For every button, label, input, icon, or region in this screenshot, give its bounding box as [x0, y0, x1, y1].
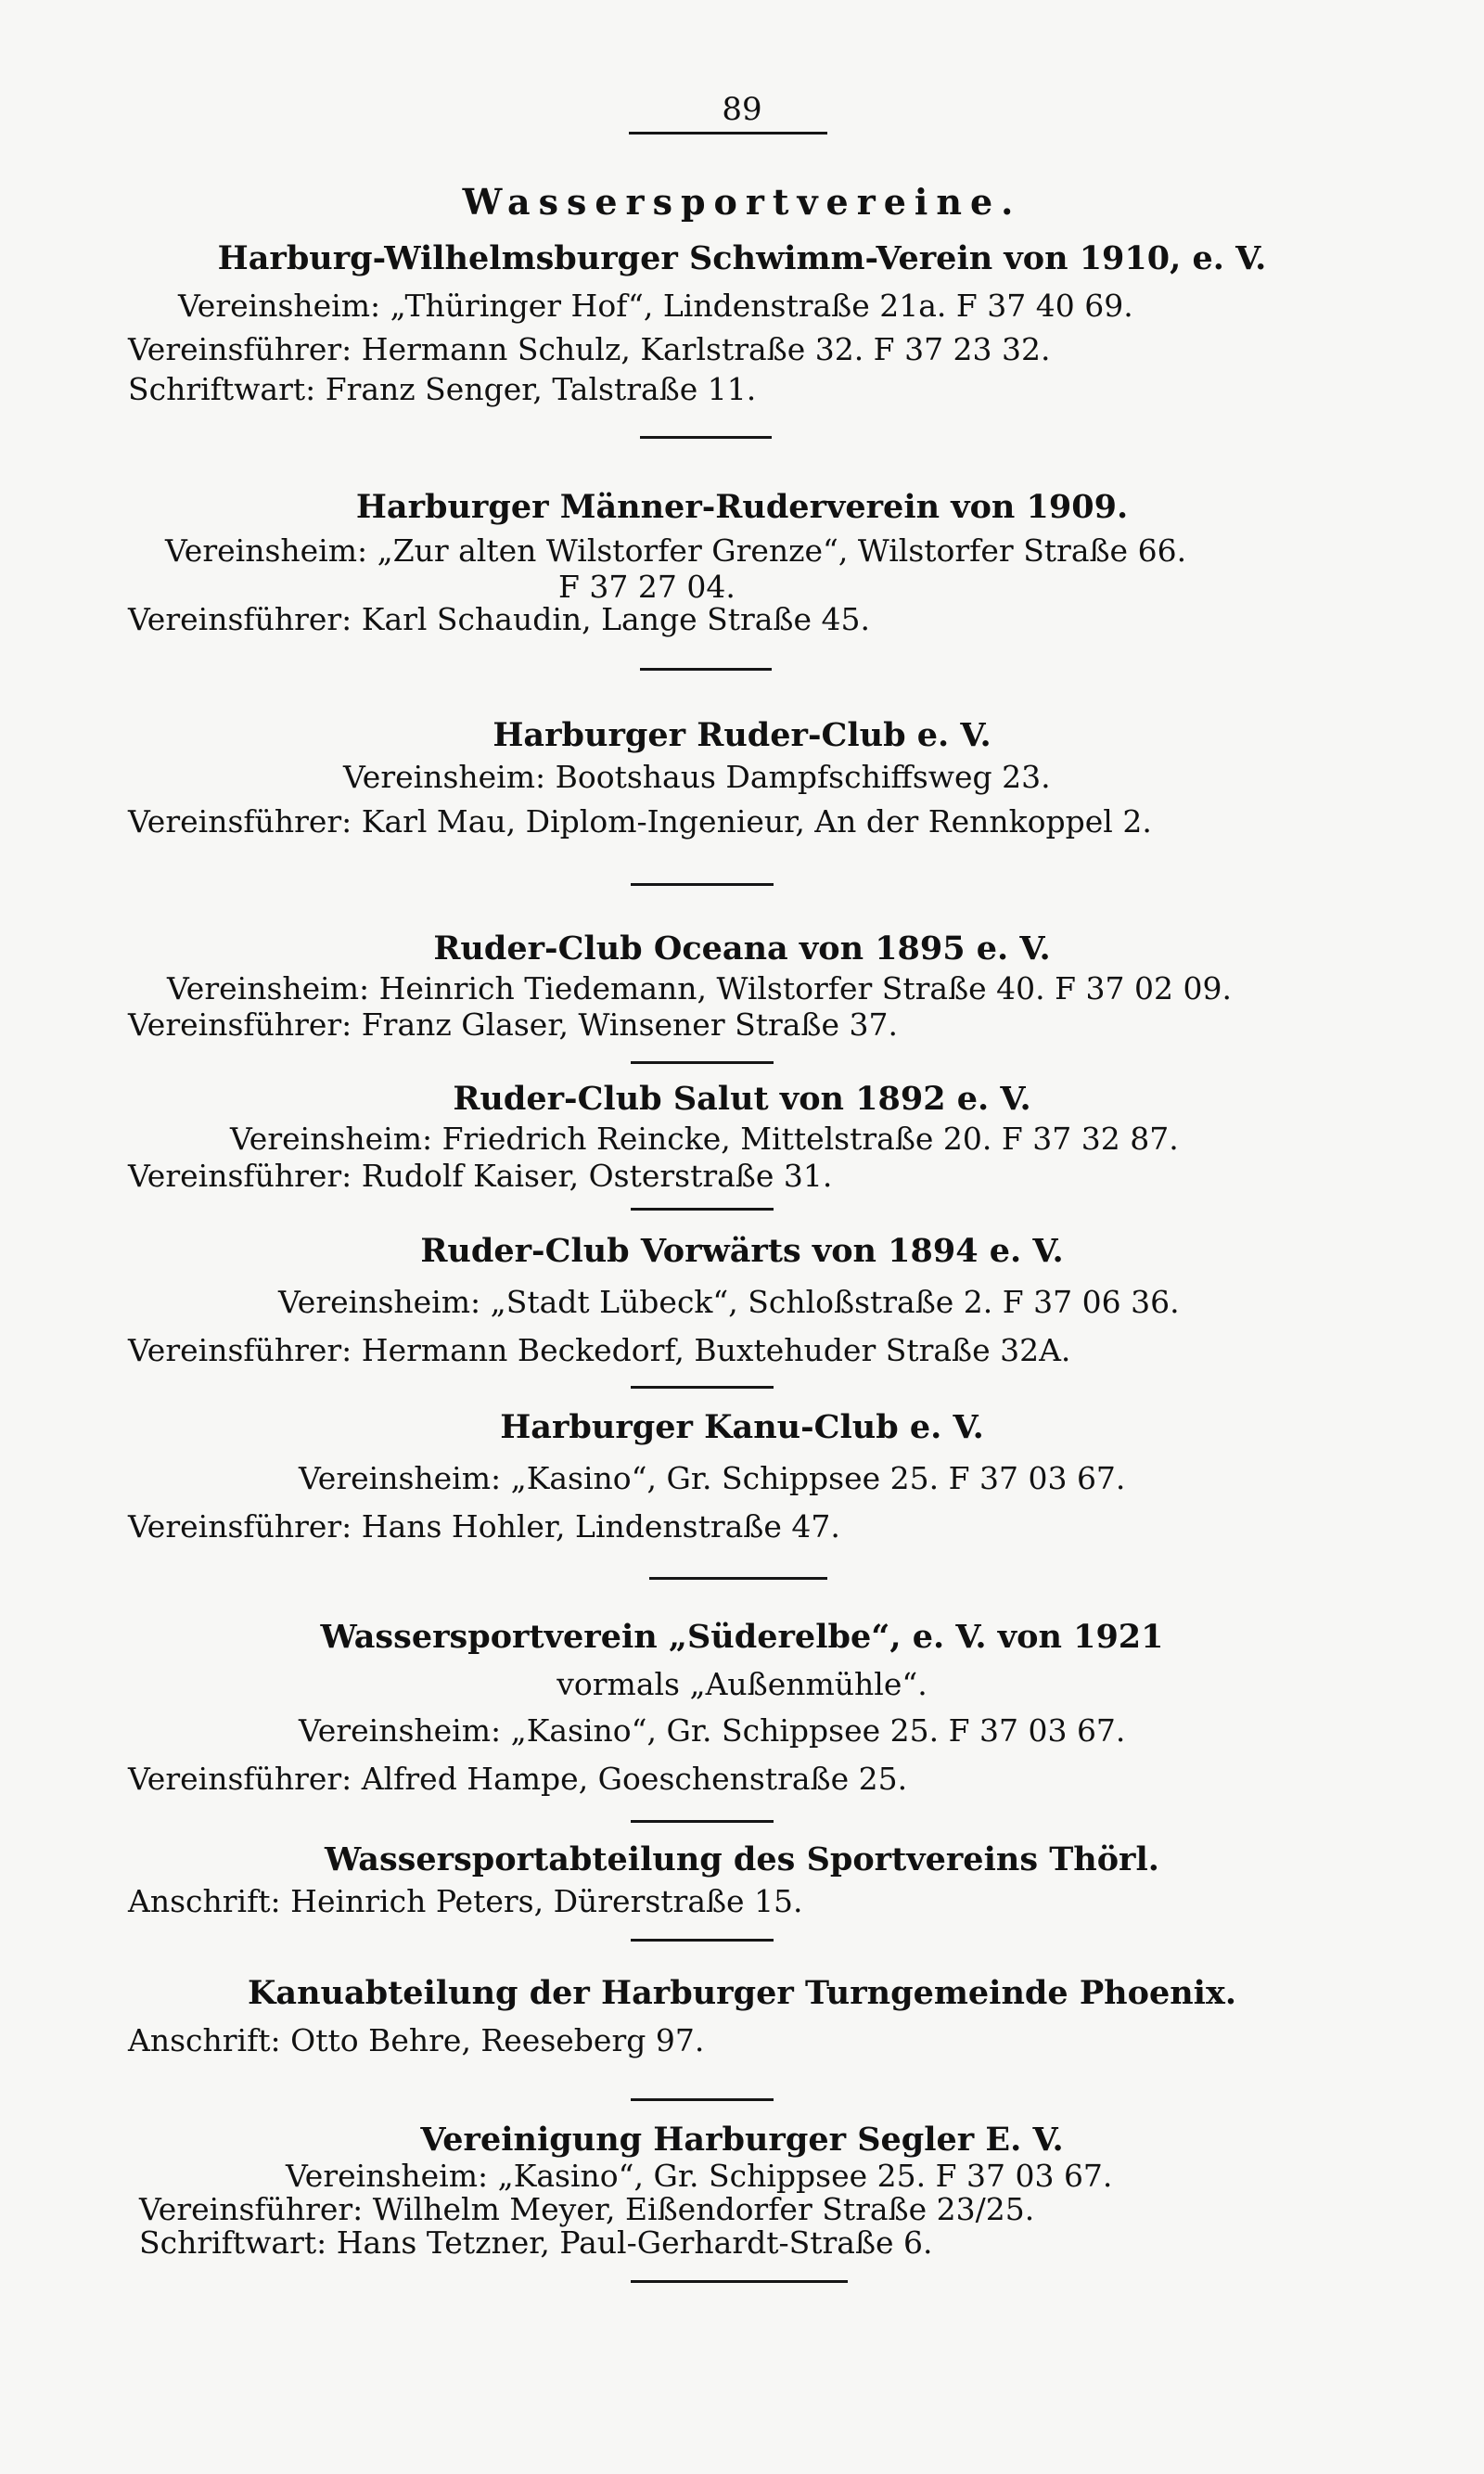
club-detail: Vereinsführer: Hermann Beckedorf, Buxtehuder Straße 32A. — [128, 1332, 1071, 1368]
club-name: Ruder-Club Salut von 1892 e. V. — [453, 1080, 1031, 1118]
club-detail: Vereinsführer: Hermann Schulz, Karlstraße 32. F 37 23 32. — [128, 331, 1051, 367]
divider — [629, 132, 827, 135]
club-detail: Vereinsheim: „Stadt Lübeck“, Schloßstraße 2. F 37 06 36. — [278, 1284, 1180, 1320]
divider — [631, 1939, 774, 1942]
club-detail: Vereinsführer: Karl Mau, Diplom-Ingenieur, An der Rennkoppel 2. — [128, 803, 1152, 840]
club-detail: Vereinsführer: Karl Schaudin, Lange Straße 45. — [128, 601, 870, 637]
club-name: Kanuabteilung der Harburger Turngemeinde Phoenix. — [247, 1974, 1237, 2012]
divider — [640, 436, 772, 439]
divider — [640, 668, 772, 671]
club-detail: Vereinsführer: Hans Hohler, Lindenstraße 47. — [128, 1508, 840, 1545]
page-number: 89 — [722, 91, 762, 128]
club-name: Harburger Ruder-Club e. V. — [493, 716, 991, 754]
club-name: Wassersportabteilung des Sportvereins Thörl. — [325, 1840, 1159, 1878]
club-name: Harburger Männer-Ruderverein von 1909. — [355, 488, 1129, 526]
club-detail: Vereinsheim: Friedrich Reincke, Mittelstraße 20. F 37 32 87. — [230, 1121, 1179, 1157]
club-detail: Vereinsführer: Alfred Hampe, Goeschenstraße 25. — [128, 1761, 908, 1797]
club-name: Ruder-Club Oceana von 1895 e. V. — [433, 929, 1051, 968]
club-detail: vormals „Außenmühle“. — [556, 1666, 928, 1702]
club-detail: Vereinsführer: Rudolf Kaiser, Osterstraße 31. — [128, 1158, 833, 1194]
club-detail: Anschrift: Heinrich Peters, Dürerstraße 15. — [128, 1883, 803, 1919]
club-name: Wassersportverein „Süderelbe“, e. V. von 1921 — [320, 1618, 1164, 1656]
club-name: Ruder-Club Vorwärts von 1894 e. V. — [420, 1232, 1064, 1270]
club-detail: Vereinsheim: „Zur alten Wilstorfer Grenze“, Wilstorfer Straße 66. — [165, 532, 1187, 569]
club-detail: Vereinsführer: Franz Glaser, Winsener Straße 37. — [128, 1006, 898, 1043]
club-detail: Vereinsheim: „Kasino“, Gr. Schippsee 25. F 37 03 67. — [299, 1460, 1126, 1496]
divider — [631, 1061, 774, 1064]
club-detail: Vereinsheim: Bootshaus Dampfschiffsweg 23. — [343, 759, 1051, 795]
divider — [631, 2280, 848, 2283]
club-detail: Anschrift: Otto Behre, Reeseberg 97. — [128, 2022, 705, 2058]
club-name: Harburg-Wilhelmsburger Schwimm-Verein von 1910, e. V. — [217, 239, 1267, 277]
divider — [631, 883, 774, 886]
divider — [631, 2098, 774, 2101]
club-detail: Vereinsführer: Wilhelm Meyer, Eißendorfer Straße 23/25. — [139, 2191, 1035, 2227]
club-name: Harburger Kanu-Club e. V. — [500, 1408, 984, 1446]
club-name: Vereinigung Harburger Segler E. V. — [420, 2121, 1064, 2159]
club-detail: Schriftwart: Hans Tetzner, Paul-Gerhardt-Straße 6. — [139, 2224, 933, 2261]
club-detail: Vereinsheim: „Kasino“, Gr. Schippsee 25. F 37 03 67. — [286, 2158, 1113, 2194]
divider — [631, 1820, 774, 1823]
divider — [631, 1208, 774, 1211]
divider — [631, 1386, 774, 1389]
club-detail: Vereinsheim: Heinrich Tiedemann, Wilstorfer Straße 40. F 37 02 09. — [167, 970, 1232, 1006]
page-title: Wassersportvereine. — [462, 181, 1022, 223]
divider — [649, 1577, 827, 1580]
club-detail: Vereinsheim: „Kasino“, Gr. Schippsee 25. F 37 03 67. — [299, 1712, 1126, 1749]
club-detail: F 37 27 04. — [558, 569, 736, 605]
club-detail: Vereinsheim: „Thüringer Hof“, Lindenstraße 21a. F 37 40 69. — [178, 288, 1133, 324]
club-detail: Schriftwart: Franz Senger, Talstraße 11. — [128, 371, 757, 407]
